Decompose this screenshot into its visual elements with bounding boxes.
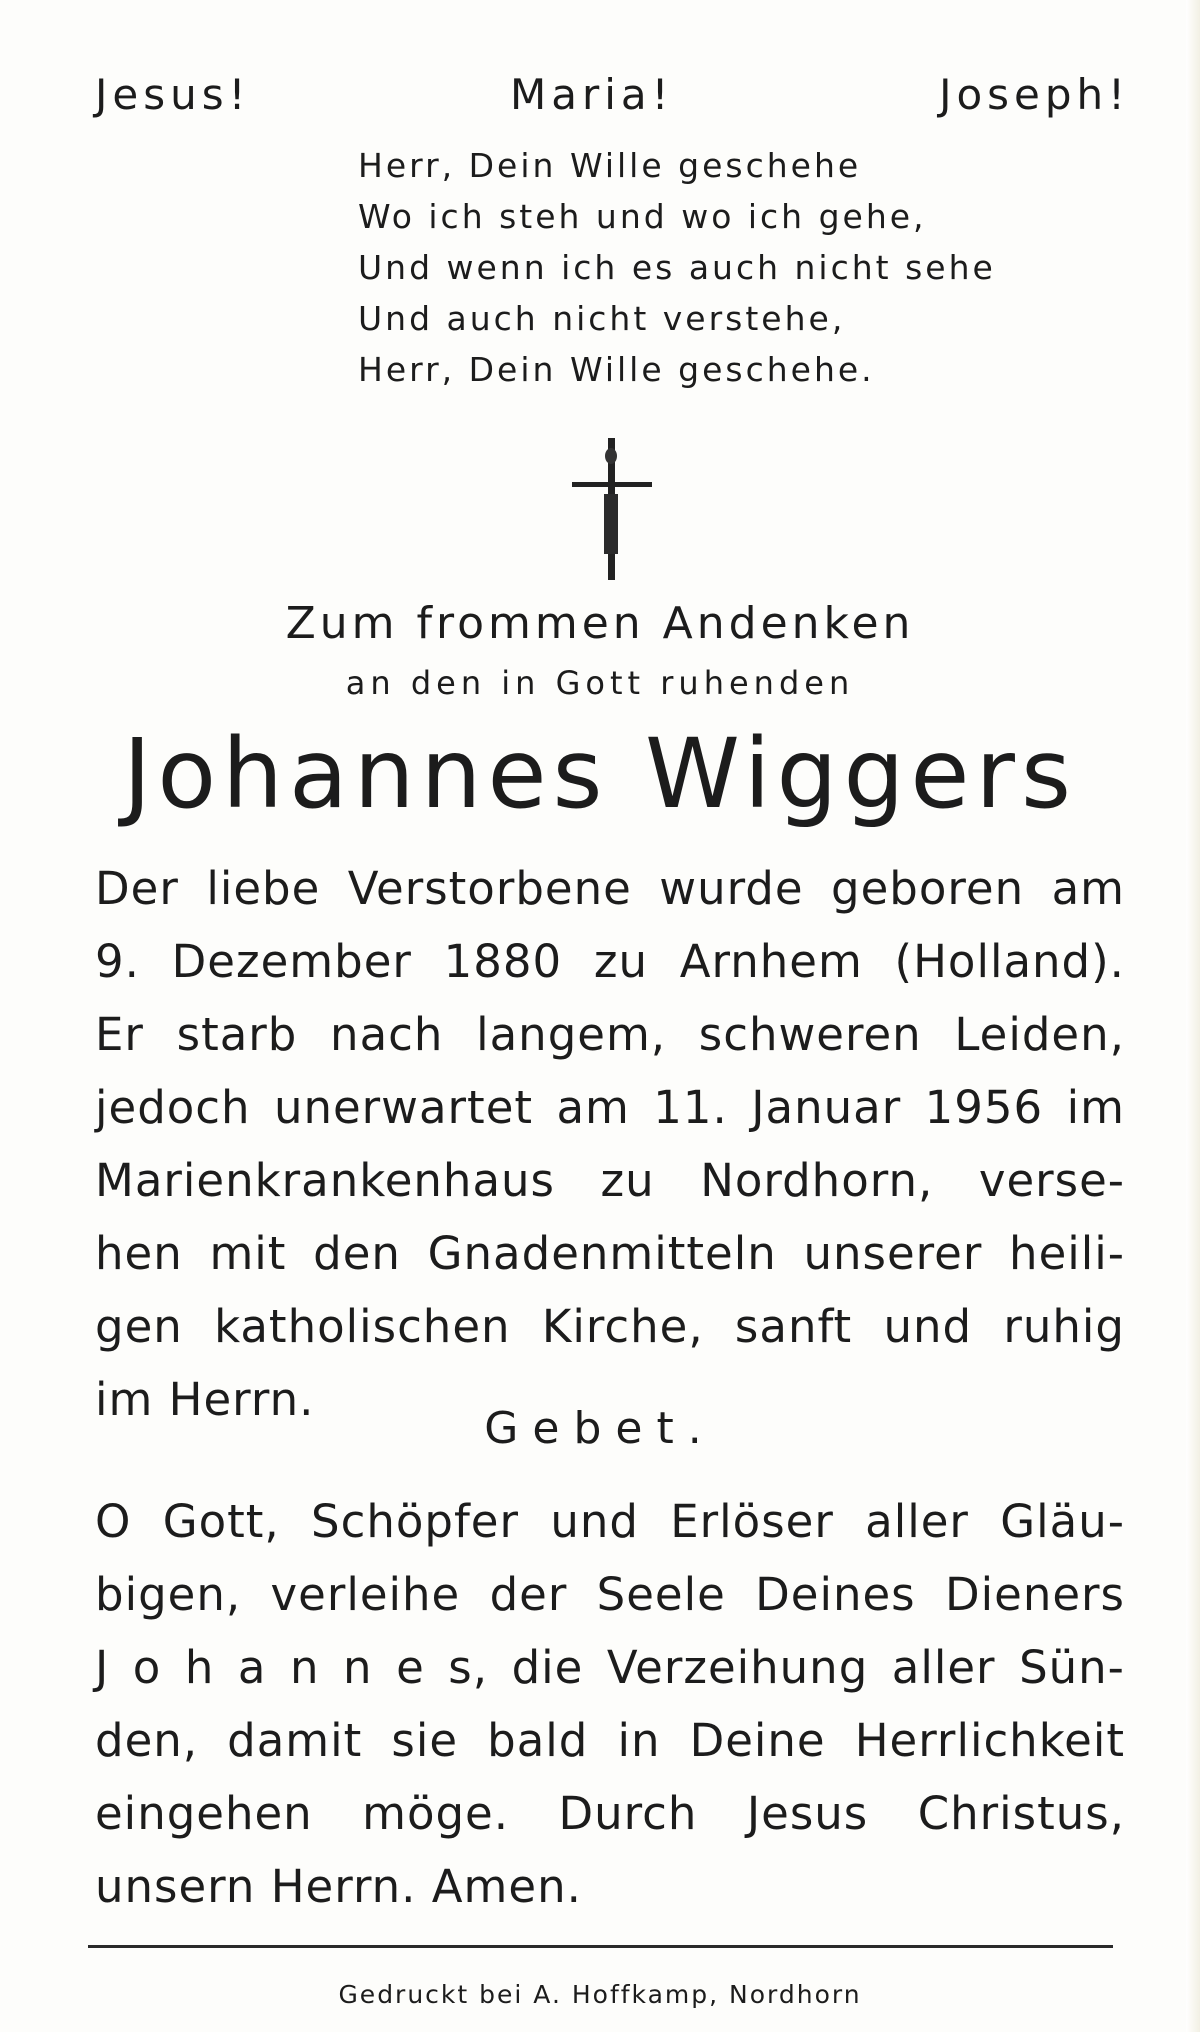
line-word: h xyxy=(184,1641,215,1694)
prayer-paragraph xyxy=(95,1485,1125,1923)
line-word: jedoch xyxy=(95,1081,251,1134)
line-word: wurde xyxy=(659,862,804,915)
line-word: Marienkrankenhaus xyxy=(95,1154,555,1207)
line-word: die xyxy=(511,1641,584,1694)
biography-line: im Herrn. xyxy=(95,1373,315,1426)
line-word: gen xyxy=(95,1300,183,1353)
prayer-line: unsern Herrn. Amen. xyxy=(95,1860,582,1913)
line-word: mit xyxy=(209,1227,287,1280)
biography-line xyxy=(95,1290,1125,1363)
line-word: Januar xyxy=(751,1081,902,1134)
line-word: bigen, xyxy=(95,1568,242,1621)
deceased-name: Johannes Wiggers xyxy=(123,718,1077,830)
header-jesus: Jesus! xyxy=(95,70,251,119)
header-invocation xyxy=(95,70,1130,130)
line-word: zu xyxy=(593,935,649,988)
line-word: Der xyxy=(95,862,179,915)
line-word: Gläu- xyxy=(1000,1495,1125,1548)
line-word: J xyxy=(95,1641,110,1694)
line-word: hen xyxy=(95,1227,183,1280)
line-word: O xyxy=(95,1495,132,1548)
line-word: 11. xyxy=(653,1081,728,1134)
line-word: verse- xyxy=(978,1154,1125,1207)
prayer-line xyxy=(95,1631,1125,1704)
prayer-title: Gebet. xyxy=(484,1403,716,1454)
line-word: Arnhem xyxy=(679,935,863,988)
line-word: Sün- xyxy=(1019,1641,1125,1694)
line-word: Deines xyxy=(755,1568,916,1621)
biography-line xyxy=(95,998,1125,1071)
line-word: Verzeihung xyxy=(606,1641,869,1694)
line-word: langem, xyxy=(476,1008,667,1061)
line-word: 9. xyxy=(95,935,140,988)
line-word: eingehen xyxy=(95,1787,313,1840)
crucifix-icon xyxy=(568,438,658,580)
line-word: Deine xyxy=(689,1714,826,1767)
prayer-line xyxy=(95,1485,1125,1558)
card-edge xyxy=(1186,0,1200,2032)
line-word: am xyxy=(1051,862,1125,915)
line-word: a xyxy=(237,1641,267,1694)
memorial-heading: Zum frommen Andenken xyxy=(285,598,915,649)
prayer-line xyxy=(95,1704,1125,1777)
line-word: Leiden, xyxy=(954,1008,1125,1061)
verse-line: Wo ich steh und wo ich gehe, xyxy=(358,197,927,236)
line-word: in xyxy=(617,1714,661,1767)
line-word: Herrlichkeit xyxy=(854,1714,1125,1767)
line-word: damit xyxy=(227,1714,363,1767)
line-word: am xyxy=(556,1081,630,1134)
line-word: möge. xyxy=(362,1787,510,1840)
line-word: bald xyxy=(487,1714,589,1767)
line-word: Gott, xyxy=(162,1495,280,1548)
line-word: 1956 xyxy=(924,1081,1044,1134)
line-word: zu xyxy=(600,1154,655,1207)
verse-line: Herr, Dein Wille geschehe. xyxy=(358,350,875,389)
verse-line: Und auch nicht verstehe, xyxy=(358,299,846,338)
line-word: Dezember xyxy=(171,935,412,988)
line-word: geboren xyxy=(831,862,1025,915)
line-word: Kirche, xyxy=(541,1300,704,1353)
line-word: den xyxy=(313,1227,401,1280)
line-word: Jesus xyxy=(746,1787,869,1840)
line-word: heili- xyxy=(1009,1227,1125,1280)
line-word: und xyxy=(883,1300,973,1353)
biography-line xyxy=(95,852,1125,925)
line-word: Durch xyxy=(558,1787,698,1840)
line-word: im xyxy=(1066,1081,1125,1134)
biography-line xyxy=(95,925,1125,998)
verse-line: Herr, Dein Wille geschehe xyxy=(358,146,862,185)
line-word: starb xyxy=(176,1008,298,1061)
line-word: nach xyxy=(330,1008,444,1061)
line-word: schweren xyxy=(698,1008,922,1061)
line-word: ruhig xyxy=(1003,1300,1125,1353)
line-word: Er xyxy=(95,1008,144,1061)
line-word: (Holland). xyxy=(894,935,1125,988)
line-word: Gnadenmitteln xyxy=(427,1227,777,1280)
line-word: Erlöser xyxy=(670,1495,834,1548)
header-joseph: Joseph! xyxy=(939,70,1130,119)
prayer-line xyxy=(95,1558,1125,1631)
biography-line xyxy=(95,1071,1125,1144)
line-word: sanft xyxy=(734,1300,853,1353)
line-word: verleihe xyxy=(270,1568,461,1621)
line-word: n xyxy=(290,1641,320,1694)
line-word: Christus, xyxy=(917,1787,1125,1840)
verse-line: Und wenn ich es auch nicht sehe xyxy=(358,248,996,287)
line-word: Schöpfer xyxy=(311,1495,519,1548)
line-word: sie xyxy=(391,1714,459,1767)
line-word: liebe xyxy=(206,862,321,915)
line-word: aller xyxy=(891,1641,996,1694)
line-word: e xyxy=(396,1641,425,1694)
line-word: Seele xyxy=(596,1568,726,1621)
header-maria: Maria! xyxy=(510,70,674,119)
line-word: und xyxy=(550,1495,639,1548)
line-word: aller xyxy=(865,1495,969,1548)
memorial-subheading: an den in Gott ruhenden xyxy=(345,664,855,702)
line-word: katholischen xyxy=(214,1300,511,1353)
prayer-line xyxy=(95,1777,1125,1850)
line-word: den, xyxy=(95,1714,199,1767)
line-word: Nordhorn, xyxy=(700,1154,934,1207)
verse-block xyxy=(358,140,996,395)
footer-divider xyxy=(88,1945,1113,1948)
line-word: der xyxy=(489,1568,568,1621)
line-word: Dieners xyxy=(944,1568,1125,1621)
line-word: s, xyxy=(448,1641,489,1694)
biography-line xyxy=(95,1217,1125,1290)
line-word: n xyxy=(343,1641,373,1694)
line-word: o xyxy=(132,1641,162,1694)
line-word: unerwartet xyxy=(273,1081,534,1134)
biography-line xyxy=(95,1144,1125,1217)
line-word: unserer xyxy=(803,1227,983,1280)
line-word: 1880 xyxy=(443,935,563,988)
biography-paragraph xyxy=(95,852,1125,1436)
printer-imprint: Gedruckt bei A. Hoffkamp, Nordhorn xyxy=(338,1980,862,2009)
line-word: Verstorbene xyxy=(347,862,632,915)
